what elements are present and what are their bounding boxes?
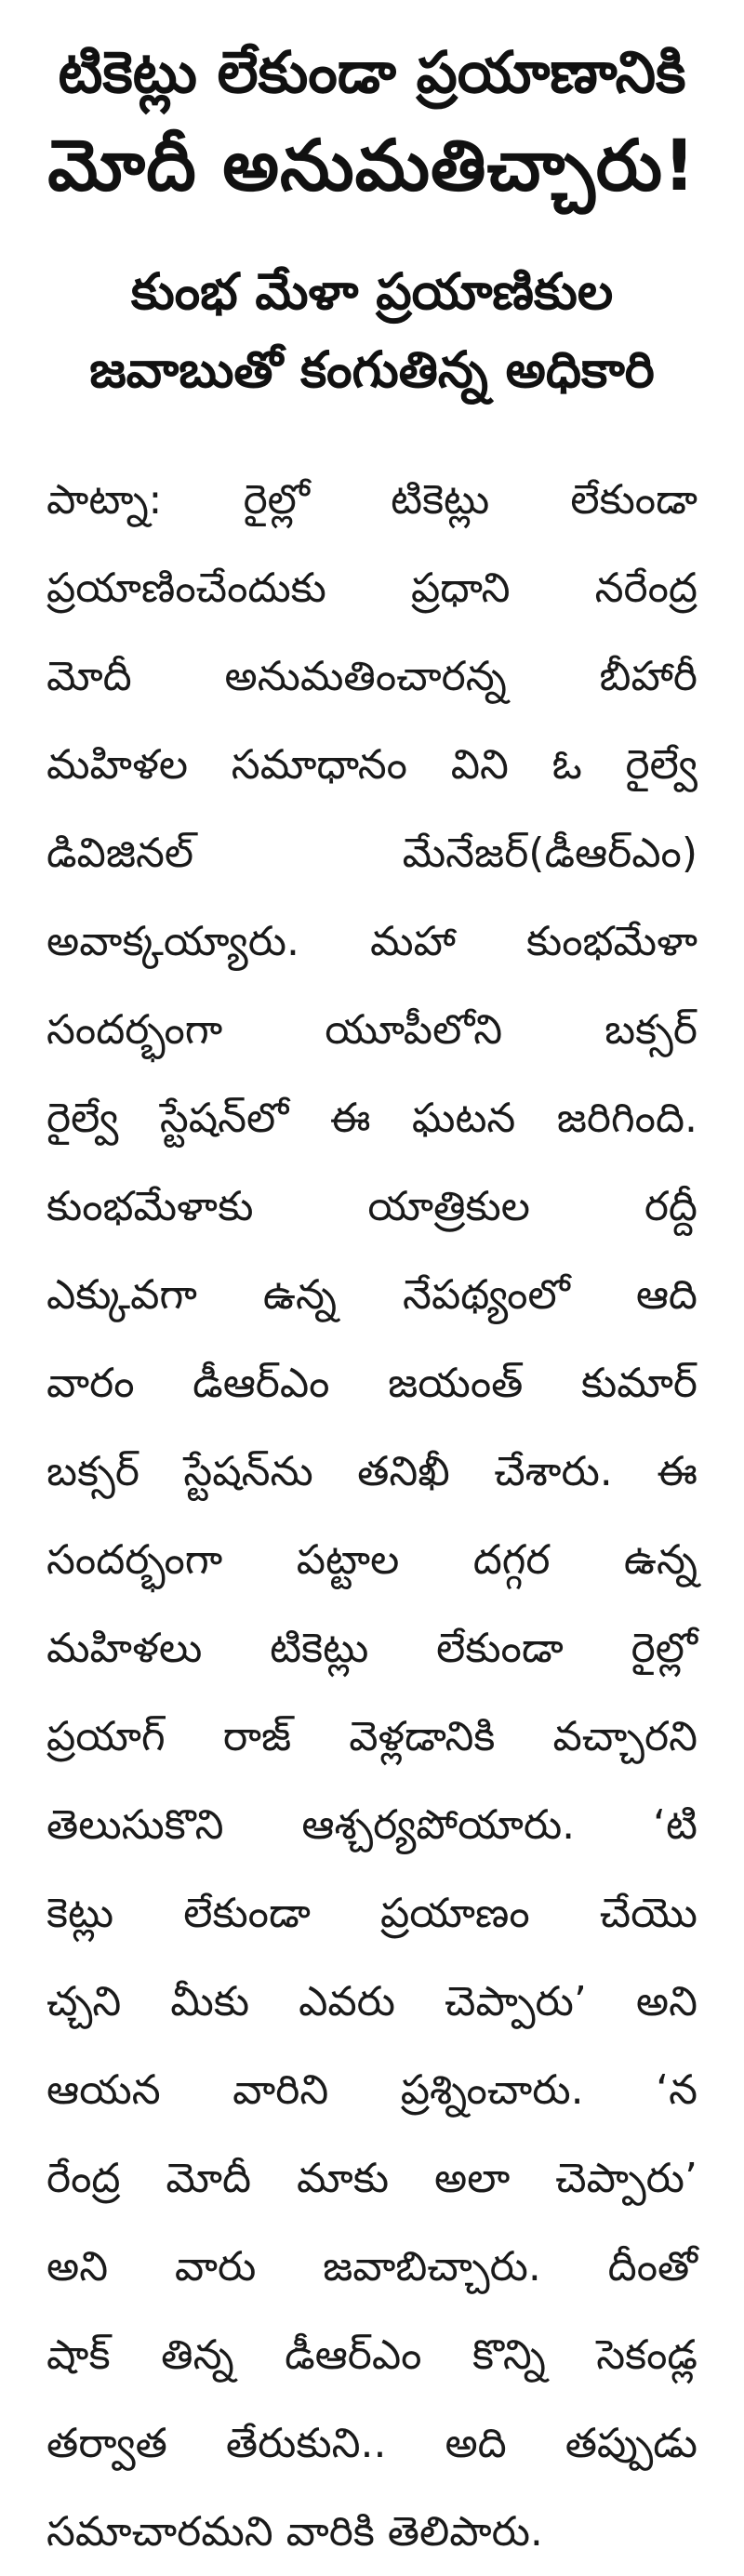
body-line: కెట్లు లేకుండా ప్రయాణం చేయొ	[46, 1890, 698, 1937]
body-line: అవాక్కయ్యారు. మహా కుంభమేళా	[46, 918, 698, 965]
body-line: తర్వాత తేరుకుని.. అది తప్పుడు	[46, 2420, 698, 2467]
body-line: రేంద్ర మోదీ మాకు అలా చెప్పారు’	[46, 2155, 698, 2202]
body-line: బక్సర్ స్టేషన్‌ను తనిఖీ చేశారు. ఈ	[46, 1448, 698, 1495]
body-line: మోదీ అనుమతించారన్న బీహారీ	[46, 653, 698, 700]
body-line: కుంభమేళాకు యాత్రికుల రద్దీ	[46, 1183, 698, 1230]
subheadline-line-2: జవాబుతో కంగుతిన్న అధికారి	[89, 340, 655, 399]
body-line: తెలుసుకొని ఆశ్చర్యపోయారు. ‘టి	[46, 1801, 698, 1849]
body-line: సందర్భంగా యూపీలోని బక్సర్	[46, 1006, 698, 1054]
headline-line-1: టికెట్లు లేకుండా ప్రయాణానికి	[58, 38, 686, 106]
body-line: సందర్భంగా పట్టాల దగ్గర ఉన్న	[46, 1536, 698, 1584]
body-line: సమాచారమని వారికి తెలిపారు.	[46, 2508, 543, 2556]
body-line: పాట్నా: రైల్లో టికెట్లు లేకుండా	[46, 476, 698, 524]
body-line: వారం డీఆర్ఎం జయంత్ కుమార్	[46, 1360, 698, 1407]
body-line: ఆయన వారిని ప్రశ్నించారు. ‘న	[46, 2066, 698, 2114]
body-line: ప్రయాణించేందుకు ప్రధాని నరేంద్ర	[46, 564, 698, 612]
article-body	[46, 456, 698, 2576]
body-line: మహిళలు టికెట్లు లేకుండా రైల్లో	[46, 1625, 698, 1672]
body-line: షాక్ తిన్న డీఆర్ఎం కొన్ని సెకండ్ల	[46, 2331, 698, 2379]
body-line: ప్రయాగ్ రాజ్ వెళ్లడానికి వచ్చారని	[46, 1713, 698, 1760]
body-line: రైల్వే స్టేషన్‌లో ఈ ఘటన జరిగింది.	[46, 1095, 698, 1142]
subheadline-line-1: కుంభ మేళా ప్రయాణికుల	[130, 262, 614, 321]
body-line: అని వారు జవాబిచ్చారు. దీంతో	[46, 2243, 698, 2291]
body-line: చ్చని మీకు ఎవరు చెప్పారు’ అని	[46, 1978, 698, 2025]
body-line: ఎక్కువగా ఉన్న నేపథ్యంలో ఆది	[46, 1271, 698, 1319]
body-line: మహిళల సమాధానం విని ఓ రైల్వే	[46, 741, 698, 789]
headline-line-2: మోదీ అనుమతిచ్చారు!	[47, 124, 697, 206]
body-line: డివిజినల్ మేనేజర్(డీఆర్ఎం)	[46, 830, 698, 877]
